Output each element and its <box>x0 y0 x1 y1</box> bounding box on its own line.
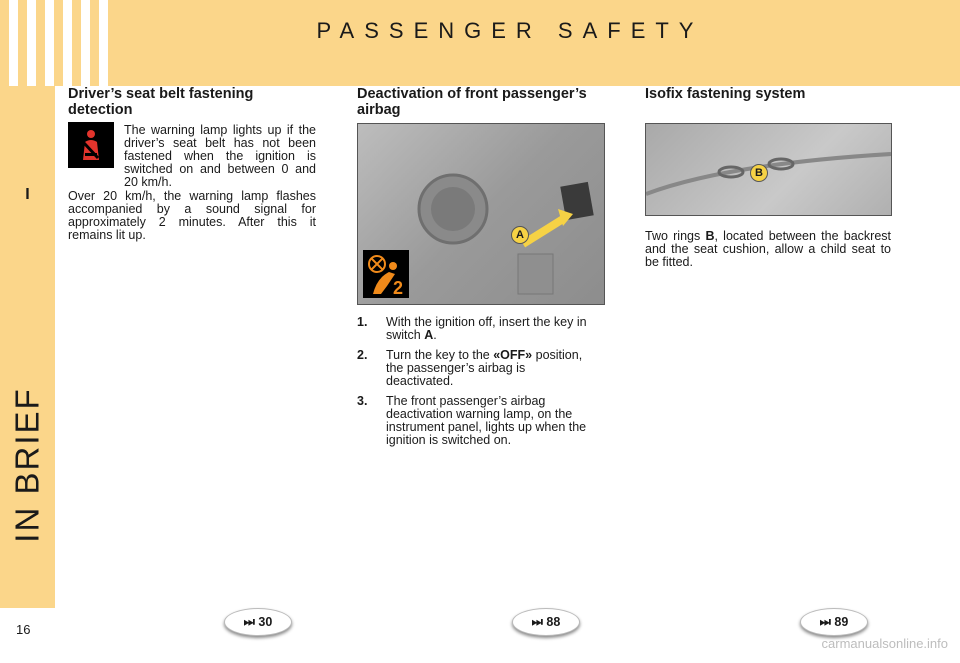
page-number: 16 <box>16 622 31 637</box>
isofix-text: Two rings B, located between the backrest and the seat cushion, allow a child seat to be fitted. <box>645 229 891 269</box>
double-arrow-icon: ⏭ <box>531 615 543 629</box>
page-ref-89[interactable]: ⏭ 89 <box>800 608 868 636</box>
header-band <box>0 0 960 86</box>
step-2: 2. Turn the key to the «OFF» position, the passenger’s airbag is deactivated. <box>357 348 583 388</box>
isofix-photo <box>645 123 892 216</box>
seatbelt-heading: Driver’s seat belt fastening detection <box>68 86 254 118</box>
ring-b-label: B <box>750 164 768 182</box>
chapter-label: IN BRIEF <box>8 387 46 543</box>
double-arrow-icon: ⏭ <box>819 615 831 629</box>
step-3: 3. The front passenger’s airbag deactivation warning lamp, on the instrument panel, lights up when the ignition is switched on. <box>357 394 587 447</box>
step-1: 1. With the ignition off, insert the key in switch A. <box>357 315 587 342</box>
watermark: carmanualsonline.info <box>821 636 948 651</box>
seatbelt-text-1: The warning lamp lights up if the driver’s seat belt has not been fastened when the ignition is switched on and between 0 and 20 km/h. <box>124 123 316 189</box>
page-title: PASSENGER SAFETY <box>316 18 704 43</box>
switch-a-label: A <box>511 226 529 244</box>
airbag-steps <box>357 316 607 454</box>
double-arrow-icon: ⏭ <box>243 615 255 629</box>
svg-text:2: 2 <box>393 278 404 298</box>
header-stripes <box>0 0 120 86</box>
airbag-off-icon <box>363 250 409 298</box>
page-ref-88[interactable]: ⏭ 88 <box>512 608 580 636</box>
seatbelt-warning-icon <box>68 122 114 168</box>
chapter-number: I <box>25 186 30 203</box>
chapter-sidebar <box>0 86 55 608</box>
isofix-heading: Isofix fastening system <box>645 86 806 102</box>
page-ref-30[interactable]: ⏭ 30 <box>224 608 292 636</box>
airbag-heading: Deactivation of front passenger’s airbag <box>357 86 587 118</box>
seatbelt-text-2: Over 20 km/h, the warning lamp flashes accompanied by a sound signal for approximately 2 minutes. After this it remains lit up. <box>68 189 316 242</box>
